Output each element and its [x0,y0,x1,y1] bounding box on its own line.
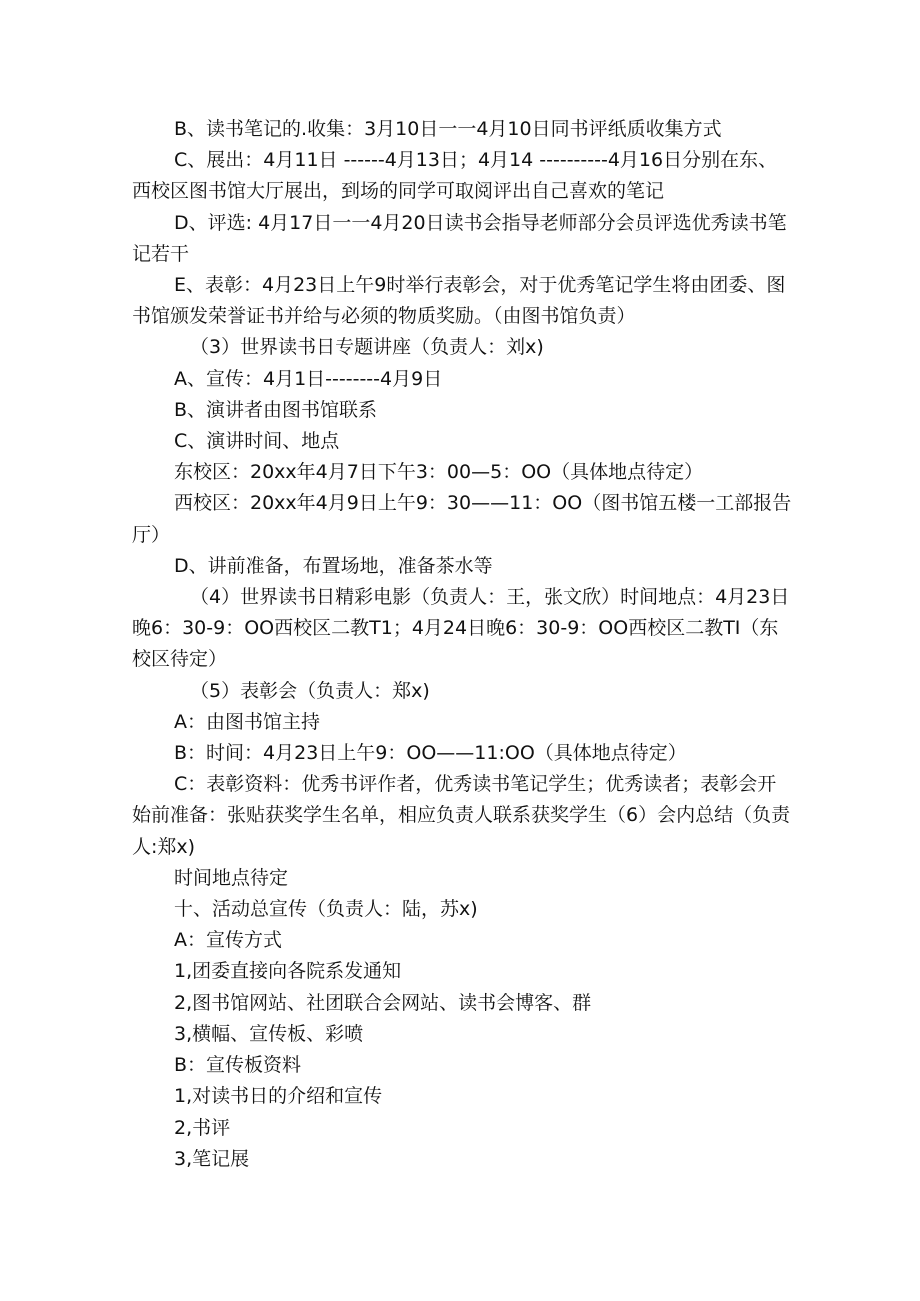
list-item-book-reviews: 2,书评 [174,1116,231,1139]
paragraph-ceremony-time: B：时间：4月23日上午9：OO——11:OO（具体地点待定） [174,742,687,765]
paragraph-west-campus: 西校区：20xx年4月9日上午9：30——11：OO（图书馆五楼一工部报告厅） [132,492,792,546]
paragraph-time-place-tbd: 时间地点待定 [174,866,289,889]
paragraph-commendation: E、表彰：4月23日上午9时举行表彰会，对于优秀笔记学生将由团委、图书馆颁发荣誉证书并给与必须的物质奖励。（由图书馆负责） [132,274,786,328]
paragraph-ceremony-host: A：由图书馆主持 [174,710,320,733]
paragraph-publicity-methods: A：宣传方式 [174,929,282,952]
paragraph-lecture-publicity: A、宣传：4月1日--------4月9日 [174,367,443,390]
paragraph-lecture-time-place: C、演讲时间、地点 [174,430,340,453]
list-item-notes-exhibition: 3,笔记展 [174,1147,250,1170]
section-heading-movie: （4）世界读书日精彩电影（负责人：王，张文欣）时间地点：4月23日晚6：30-9：OO西校区二教T1；4月24日晚6：30-9：OO西校区二教TI（东校区待定） [132,586,790,671]
paragraph-exhibition: C、展出：4月11日 ------4月13日；4月14 ----------4月16日分别在东、西校区图书馆大厅展出，到场的同学可取阅评出自己喜欢的笔记 [132,149,778,203]
list-item-banners: 3,横幅、宣传板、彩喷 [174,1022,364,1045]
paragraph-lecture-preparation: D、讲前准备，布置场地，准备茶水等 [174,554,493,577]
paragraph-ceremony-materials: C：表彰资料：优秀书评作者，优秀读书笔记学生；优秀读者；表彰会开始前准备：张贴获奖学生名单，相应负责人联系获奖学生（6）会内总结（负责人:郑x) [132,773,791,858]
paragraph-lecture-speaker: B、演讲者由图书馆联系 [174,398,378,421]
section-heading-publicity: 十、活动总宣传（负责人：陆，苏x) [174,898,478,921]
paragraph-selection: D、评选: 4月17日一一4月20日读书会指导老师部分会员评选优秀读书笔记若干 [132,211,787,265]
paragraph-board-materials: B：宣传板资料 [174,1054,302,1077]
list-item-introduction: 1,对读书日的介绍和宣传 [174,1085,383,1108]
list-item-websites: 2,图书馆网站、社团联合会网站、读书会博客、群 [174,991,592,1014]
section-heading-ceremony: （5）表彰会（负责人：郑x) [190,679,430,702]
list-item-notice: 1,团委直接向各院系发通知 [174,960,402,983]
paragraph-notes-collection: B、读书笔记的.收集：3月10日一一4月10日同书评纸质收集方式 [174,118,722,140]
paragraph-east-campus: 东校区：20xx年4月7日下午3：00—5：OO（具体地点待定） [174,461,704,484]
section-heading-lecture: （3）世界读书日专题讲座（负责人：刘x) [190,336,544,359]
document-body [132,114,794,1175]
